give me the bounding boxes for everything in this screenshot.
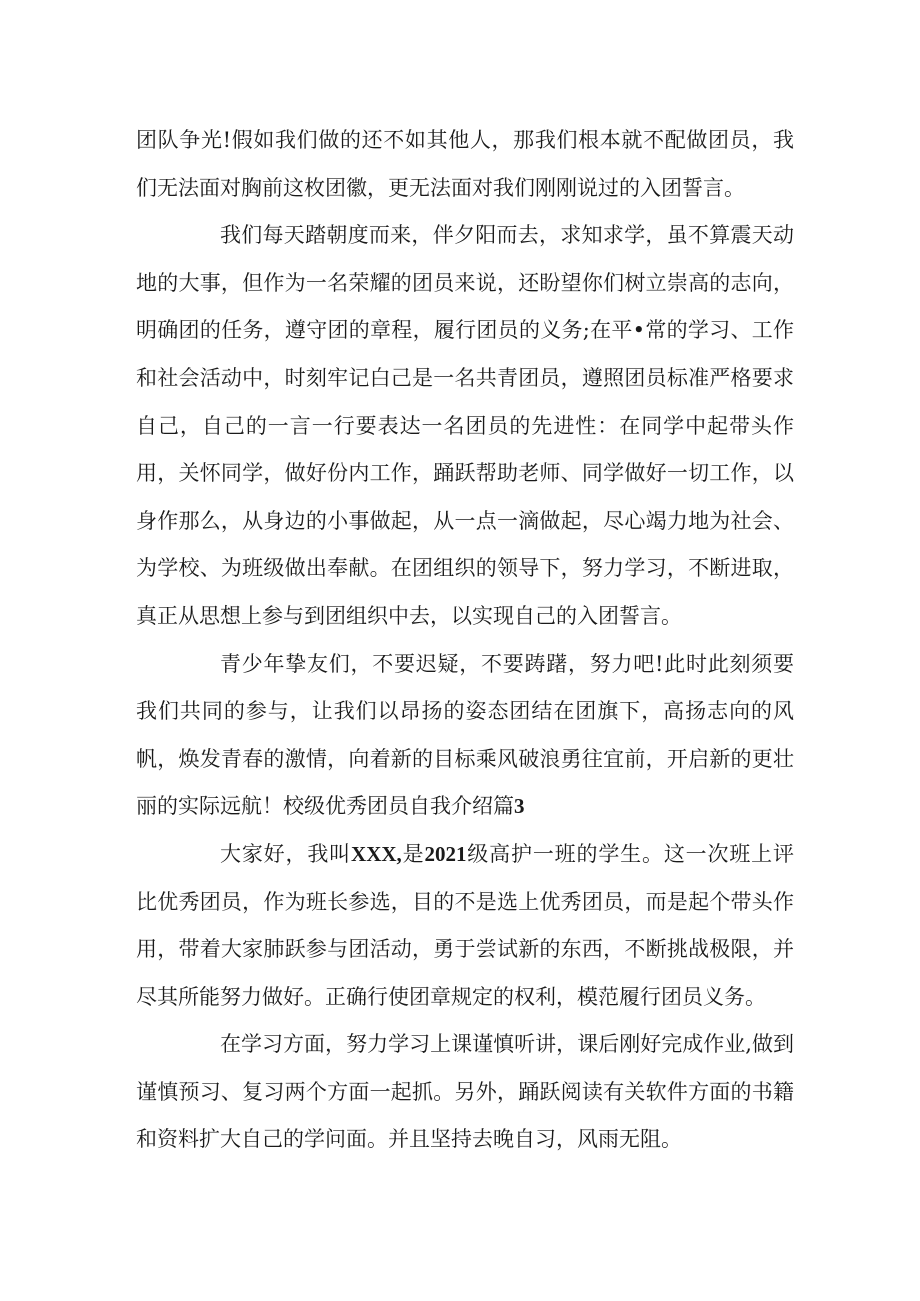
- paragraph-text: 我们每天踏朝度而来，伴夕阳而去，求知求学，虽不算震天动地的大事，但作为一名荣耀的团员来说，还盼望你们树立崇高的志向，明确团的任务，遵守团的章程，履行团员的义务;在平•常的学习、工作和社会活动中，时刻牢记白己是一名共青团员，遵照团员标准严格要求自己，自己的一言一行要表达一名团员的先进性：在同学中起带头作用，关怀同学，做好份内工作，踊跃帮助老师、同学做好一切工作，以身作那么，从身边的小事做起，从一点一滴做起，尽心竭力地为社会、为学校、为班级做出奉献。在团组织的领导下，努力学习，不断进取，真正从思想上参与到团组织中去，以实现自己的入团誓言。: [136, 223, 794, 628]
- paragraph-5: [136, 1021, 794, 1164]
- paragraph-text-pre: 大家好，我叫: [220, 841, 352, 866]
- paragraph-1: [136, 117, 794, 212]
- enrollment-year: 2021: [424, 841, 467, 866]
- paragraph-text: 在学习方面，努力学习上课谨慎听讲，课后刚好完成作业,做到谨慎预习、复习两个方面一起抓。另外，踊跃阅读有关软件方面的书籍和资料扩大自己的学问面。并且坚持去晚自习，风雨无阻。: [136, 1032, 794, 1152]
- paragraph-text: 级高护一班的学生。这一次班上评比优秀团员，作为班长参选，目的不是选上优秀团员，而是起个带头作用，带着大家肺跃参与团活动，勇于尝试新的东西，不断挑战极限，并尽其所能努力做好。正确行使团章规定的权利，模范履行团员义务。: [136, 841, 795, 1009]
- paragraph-2: [136, 212, 794, 640]
- paragraph-3: [136, 641, 794, 831]
- paragraph-text: 青少年挚友们，不要迟疑，不要踌躇，努力吧!此时此刻须要我们共同的参与，让我们以昂扬的姿态团结在团旗下，高扬志向的风帆，焕发青春的激情，向着新的目标乘风破浪勇往宜前，开启新的更壮丽的实际远航！校级优秀团员自我介绍篇: [136, 651, 794, 819]
- paragraph-text-mid: 是: [401, 841, 425, 866]
- student-name: XXX,: [351, 841, 402, 866]
- section-number: 3: [514, 794, 525, 819]
- paragraph-text: 团队争光!假如我们做的还不如其他人，那我们根本就不配做团员，我们无法面对胸前这枚团徽，更无法面对我们刚刚说过的入团誓言。: [136, 128, 794, 200]
- document-body: [136, 117, 794, 1164]
- paragraph-4: [136, 831, 794, 1021]
